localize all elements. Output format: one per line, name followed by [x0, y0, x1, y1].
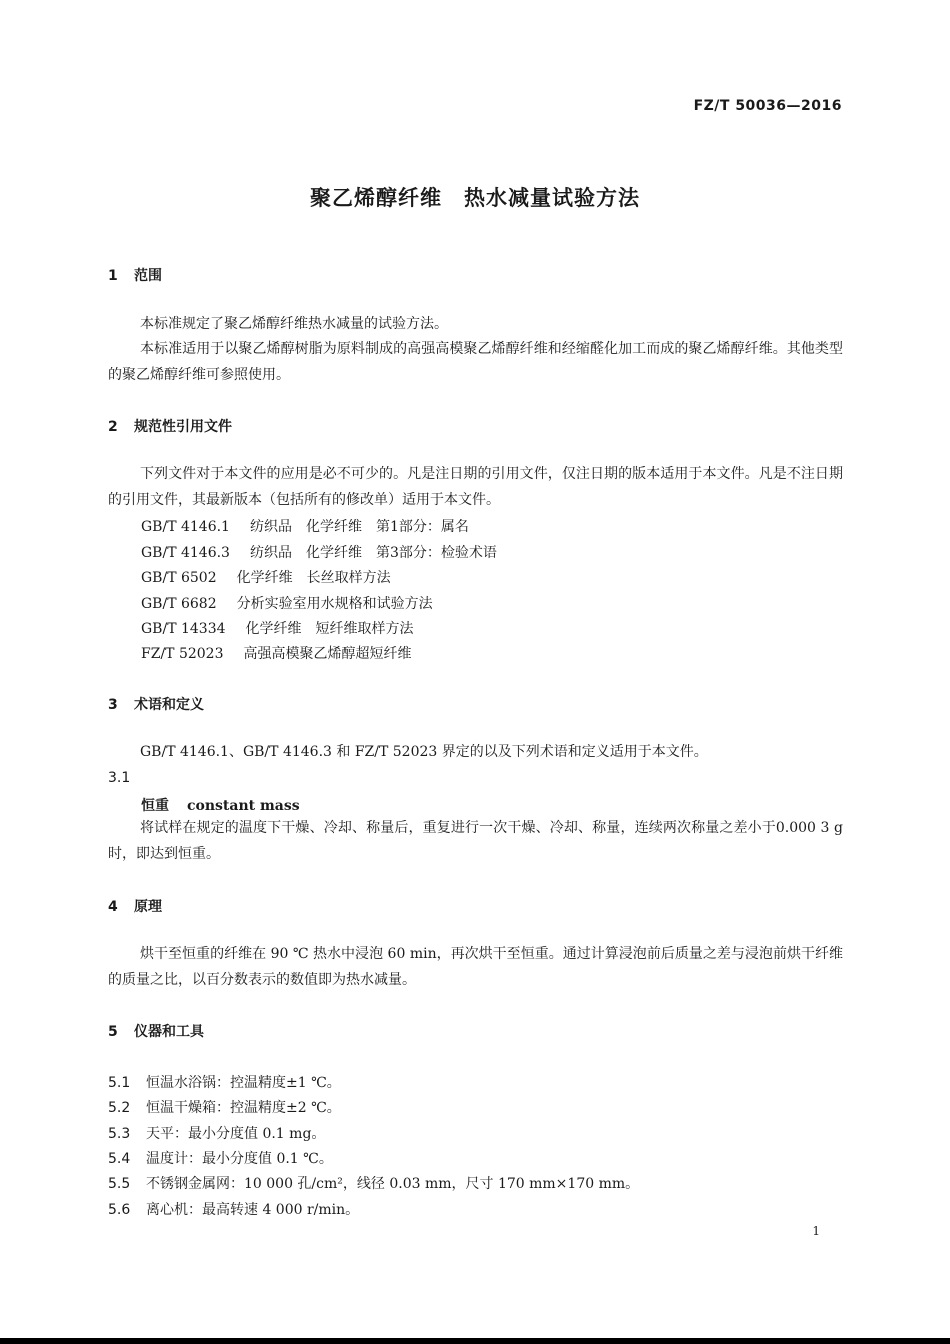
section-number: 1 — [108, 268, 118, 284]
section-title: 仪器和工具 — [134, 1024, 204, 1040]
item-number: 5.2 — [108, 1100, 131, 1116]
section-3-heading — [108, 694, 204, 714]
reference-item — [141, 542, 497, 562]
term-entry — [141, 795, 300, 815]
reference-item — [141, 593, 433, 613]
item-text: 恒温干燥箱：控温精度±2 ℃。 — [146, 1100, 341, 1116]
reference-code: GB/T 6682 — [141, 596, 217, 612]
section-1-paragraph-2: 本标准适用于以聚乙烯醇树脂为原料制成的高强高模聚乙烯醇纤维和经缩醛化加工而成的聚乙烯醇纤维。其他类型的聚乙烯醇纤维可参照使用。 — [108, 341, 843, 383]
equipment-item — [108, 1148, 333, 1168]
reference-item — [141, 567, 391, 587]
item-number: 5.1 — [108, 1075, 131, 1091]
section-number: 4 — [108, 899, 118, 915]
item-text: 温度计：最小分度值 0.1 ℃。 — [146, 1151, 333, 1167]
term-definition: 将试样在规定的温度下干燥、冷却、称量后，重复进行一次干燥、冷却、称量，连续两次称量之差小于0.000 3 g 时，即达到恒重。 — [108, 820, 843, 862]
reference-code: FZ/T 52023 — [141, 646, 224, 662]
section-title: 范围 — [134, 268, 162, 284]
section-4-paragraph-1: 烘干至恒重的纤维在 90 ℃ 热水中浸泡 60 min，再次烘干至恒重。通过计算浸泡前后质量之差与浸泡前烘干纤维的质量之比，以百分数表示的数值即为热水减量。 — [108, 946, 843, 988]
reference-title: 高强高模聚乙烯醇超短纤维 — [243, 646, 412, 662]
reference-title: 纺织品 化学纤维 第3部分：检验术语 — [249, 545, 497, 561]
section-1-paragraph-1: 本标准规定了聚乙烯醇纤维热水减量的试验方法。 — [140, 316, 448, 332]
item-text: 不锈钢金属网：10 000 孔/cm²，线径 0.03 mm，尺寸 170 mm×170 mm。 — [146, 1176, 640, 1192]
section-3-paragraph-1: GB/T 4146.1、GB/T 4146.3 和 FZ/T 52023 界定的以及下列术语和定义适用于本文件。 — [140, 744, 708, 760]
item-number: 5.4 — [108, 1151, 131, 1167]
scan-edge-bar — [0, 1338, 950, 1344]
standard-code: FZ/T 50036—2016 — [693, 98, 842, 114]
reference-item — [141, 618, 414, 638]
section-4-heading — [108, 896, 162, 916]
section-5-heading — [108, 1021, 204, 1041]
section-number: 3 — [108, 697, 118, 713]
section-2-paragraph-1: 下列文件对于本文件的应用是必不可少的。凡是注日期的引用文件，仅注日期的版本适用于本文件。凡是不注日期的引用文件，其最新版本（包括所有的修改单）适用于本文件。 — [108, 466, 843, 508]
section-2-heading — [108, 416, 232, 436]
term-chinese: 恒重 — [141, 798, 169, 814]
equipment-item — [108, 1097, 341, 1117]
item-text: 天平：最小分度值 0.1 mg。 — [146, 1126, 326, 1142]
reference-code: GB/T 14334 — [141, 621, 226, 637]
section-title: 术语和定义 — [134, 697, 204, 713]
section-number: 2 — [108, 419, 118, 435]
reference-code: GB/T 4146.1 — [141, 519, 230, 535]
equipment-item — [108, 1123, 325, 1143]
reference-code: GB/T 6502 — [141, 570, 217, 586]
item-text: 恒温水浴锅：控温精度±1 ℃。 — [146, 1075, 341, 1091]
section-number: 5 — [108, 1024, 118, 1040]
document-title: 聚乙烯醇纤维 热水减量试验方法 — [310, 186, 640, 210]
item-number: 5.6 — [108, 1202, 131, 1218]
reference-item — [141, 516, 469, 536]
section-title: 规范性引用文件 — [134, 419, 232, 435]
page-number: 1 — [812, 1224, 820, 1238]
subsection-number: 3.1 — [108, 770, 131, 786]
reference-code: GB/T 4146.3 — [141, 545, 230, 561]
reference-title: 分析实验室用水规格和试验方法 — [236, 596, 433, 612]
reference-title: 化学纤维 长丝取样方法 — [236, 570, 391, 586]
reference-title: 化学纤维 短纤维取样方法 — [245, 621, 414, 637]
equipment-item — [108, 1072, 341, 1092]
section-title: 原理 — [134, 899, 162, 915]
item-text: 离心机：最高转速 4 000 r/min。 — [146, 1202, 360, 1218]
section-1-heading — [108, 265, 162, 285]
equipment-item — [108, 1199, 359, 1219]
item-number: 5.5 — [108, 1176, 131, 1192]
equipment-item — [108, 1173, 639, 1193]
reference-title: 纺织品 化学纤维 第1部分：属名 — [249, 519, 469, 535]
item-number: 5.3 — [108, 1126, 131, 1142]
reference-item — [141, 643, 411, 663]
term-english: constant mass — [187, 798, 300, 814]
